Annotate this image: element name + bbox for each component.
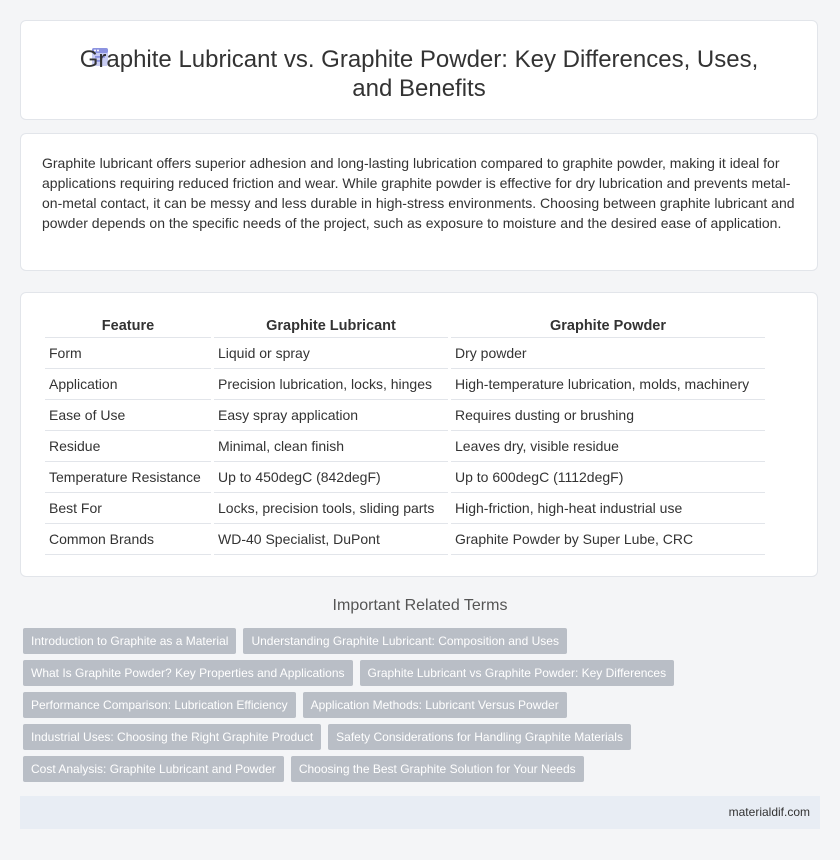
- tag-row: [23, 628, 803, 654]
- table-cell: Best For: [45, 493, 211, 524]
- comparison-table: [42, 315, 768, 555]
- table-row: [45, 462, 765, 493]
- table-cell: Ease of Use: [45, 400, 211, 431]
- footer: [20, 796, 820, 829]
- table-cell: Graphite Powder by Super Lube, CRC: [451, 524, 765, 555]
- table-cell: Requires dusting or brushing: [451, 400, 765, 431]
- intro-text: Graphite lubricant offers superior adhesion and long-lasting lubrication compared to graphite powder, making it ideal for applications requiring reduced friction and wear. While graphite powder is effective for dry lubrication and prevents metal-on-metal contact, it can be messy and less durable in high-stress environments. Choosing between graphite lubricant and powder depends on the specific needs of the project, such as exposure to moisture and the desired ease of application.: [42, 155, 795, 231]
- related-term-link[interactable]: Introduction to Graphite as a Material: [23, 628, 236, 654]
- table-cell: Common Brands: [45, 524, 211, 555]
- footer-site-link[interactable]: materialdif.com: [728, 805, 810, 819]
- tag-row: [23, 724, 803, 750]
- table-row: [45, 400, 765, 431]
- related-term-link[interactable]: What Is Graphite Powder? Key Properties and Applications: [23, 660, 353, 686]
- related-term-link[interactable]: Application Methods: Lubricant Versus Powder: [303, 692, 567, 718]
- table-cell: Application: [45, 369, 211, 400]
- table-cell: Form: [45, 338, 211, 369]
- column-header-feature: Feature: [45, 315, 211, 338]
- related-term-link[interactable]: Performance Comparison: Lubrication Efficiency: [23, 692, 296, 718]
- table-row: [45, 431, 765, 462]
- related-term-link[interactable]: Understanding Graphite Lubricant: Composition and Uses: [243, 628, 567, 654]
- table-cell: Dry powder: [451, 338, 765, 369]
- table-cell: High-friction, high-heat industrial use: [451, 493, 765, 524]
- table-cell: Liquid or spray: [214, 338, 448, 369]
- table-cell: Easy spray application: [214, 400, 448, 431]
- table-cell: WD-40 Specialist, DuPont: [214, 524, 448, 555]
- table-cell: Temperature Resistance: [45, 462, 211, 493]
- table-row: [45, 524, 765, 555]
- table-row: [45, 369, 765, 400]
- related-terms-list: [23, 628, 803, 788]
- related-term-link[interactable]: Graphite Lubricant vs Graphite Powder: Key Differences: [360, 660, 675, 686]
- table-cell: Minimal, clean finish: [214, 431, 448, 462]
- table-cell: Precision lubrication, locks, hinges: [214, 369, 448, 400]
- related-terms-title: Important Related Terms: [332, 597, 508, 614]
- table-cell: Leaves dry, visible residue: [451, 431, 765, 462]
- tag-row: [23, 756, 803, 782]
- table-row: [45, 338, 765, 369]
- table-cell: Up to 600degC (1112degF): [451, 462, 765, 493]
- tag-row: [23, 660, 803, 686]
- related-term-link[interactable]: Choosing the Best Graphite Solution for Your Needs: [291, 756, 584, 782]
- table-header-row: [45, 315, 765, 338]
- table-cell: High-temperature lubrication, molds, machinery: [451, 369, 765, 400]
- table-cell: Up to 450degC (842degF): [214, 462, 448, 493]
- header-card: [20, 20, 818, 120]
- table-cell: Locks, precision tools, sliding parts: [214, 493, 448, 524]
- related-term-link[interactable]: Cost Analysis: Graphite Lubricant and Powder: [23, 756, 284, 782]
- intro-card: [20, 133, 818, 271]
- table-cell: Residue: [45, 431, 211, 462]
- table-row: [45, 493, 765, 524]
- comparison-card: [20, 292, 818, 577]
- column-header-lubricant: Graphite Lubricant: [214, 315, 448, 338]
- page-title: Graphite Lubricant vs. Graphite Powder: Key Differences, Uses, and Benefits: [79, 46, 759, 102]
- related-term-link[interactable]: Industrial Uses: Choosing the Right Graphite Product: [23, 724, 321, 750]
- column-header-powder: Graphite Powder: [451, 315, 765, 338]
- tag-row: [23, 692, 803, 718]
- related-term-link[interactable]: Safety Considerations for Handling Graphite Materials: [328, 724, 631, 750]
